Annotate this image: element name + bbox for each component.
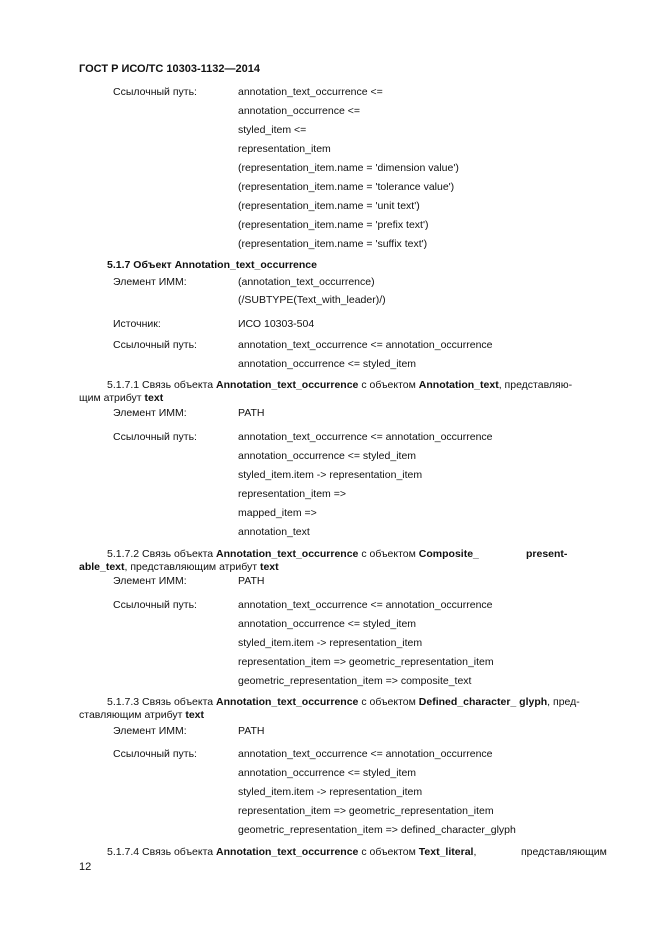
elem-label: Элемент ИММ: (113, 575, 187, 587)
entity-name: Annotation_text_occurrence (216, 696, 359, 708)
ref-path-line: (representation_item.name = 'prefix text') (238, 219, 429, 231)
ref-path-label: Ссылочный путь: (113, 599, 197, 611)
entity-name: Text_literal (418, 846, 474, 858)
entity-name: Annotation_text_occurrence (216, 548, 359, 560)
ref-path-line: representation_item => (238, 488, 346, 500)
entity-name: able_text (79, 561, 125, 573)
ref-path-line: annotation_occurrence <= styled_item (238, 358, 417, 370)
heading-text: 5.1.7.1 Связь объекта (107, 379, 217, 391)
heading-text: 5.1.7.4 Связь объекта (107, 846, 217, 858)
page-number: 12 (79, 861, 92, 873)
ref-path-label: Ссылочный путь: (113, 431, 197, 443)
source-value: ИСО 10303-504 (238, 318, 315, 330)
heading-continuation (79, 709, 204, 722)
ref-path-line: annotation_text (238, 526, 310, 538)
ref-path-line: annotation_text_occurrence <= annotation_occurrence (238, 339, 493, 351)
ref-path-line: (representation_item.name = 'unit text') (238, 200, 420, 212)
document-header: ГОСТ Р ИСО/ТС 10303-1132—2014 (79, 63, 260, 75)
ref-path-line: annotation_occurrence <= (238, 105, 361, 117)
ref-path-line: styled_item.item -> representation_item (238, 469, 423, 481)
ref-path-line: styled_item.item -> representation_item (238, 637, 423, 649)
heading-text: с объектом (358, 379, 419, 391)
elem-label: Элемент ИММ: (113, 725, 187, 737)
heading-continuation (79, 561, 279, 574)
heading-text: , представляющим атрибут (124, 561, 260, 573)
ref-path-line: representation_item => geometric_representation_item (238, 805, 494, 817)
ref-path-line: annotation_occurrence <= styled_item (238, 618, 417, 630)
section-heading-5-1-7-1 (107, 379, 572, 392)
heading-continuation (79, 392, 163, 405)
elem-value: (/SUBTYPE(Text_with_leader)/) (238, 294, 386, 306)
ref-path-line: annotation_text_occurrence <= annotation_occurrence (238, 431, 493, 443)
ref-path-line: styled_item.item -> representation_item (238, 786, 423, 798)
elem-label: Элемент ИММ: (113, 276, 187, 288)
elem-label: Элемент ИММ: (113, 407, 187, 419)
elem-value: PATH (238, 725, 265, 737)
attribute-name: text (185, 709, 205, 721)
ref-path-line: geometric_representation_item => composite_text (238, 675, 472, 687)
ref-path-line: annotation_occurrence <= styled_item (238, 450, 417, 462)
heading-text: 5.1.7.3 Связь объекта (107, 696, 217, 708)
section-title: Объект Annotation_text_occurrence (133, 259, 317, 271)
ref-path-line: representation_item => geometric_representation_item (238, 656, 494, 668)
ref-path-label: Ссылочный путь: (113, 748, 197, 760)
heading-text: , пред- (547, 696, 580, 708)
heading-text: , представляю- (498, 379, 573, 391)
ref-path-line: annotation_text_occurrence <= annotation_occurrence (238, 599, 493, 611)
heading-text: , (473, 846, 477, 858)
heading-text: 5.1.7.2 Связь объекта (107, 548, 217, 560)
ref-path-line: (representation_item.name = 'dimension value') (238, 162, 459, 174)
ref-path-line: geometric_representation_item => defined_character_glyph (238, 824, 516, 836)
ref-path-line: annotation_occurrence <= styled_item (238, 767, 417, 779)
ref-path-line: representation_item (238, 143, 331, 155)
entity-name: Annotation_text_occurrence (216, 379, 359, 391)
entity-name: Annotation_text (418, 379, 499, 391)
section-heading-5-1-7 (107, 259, 317, 272)
heading-text: с объектом (358, 548, 419, 560)
entity-name: Annotation_text_occurrence (216, 846, 359, 858)
ref-path-line: (representation_item.name = 'suffix text') (238, 238, 428, 250)
ref-path-label: Ссылочный путь: (113, 339, 197, 351)
ref-path-line: mapped_item => (238, 507, 317, 519)
ref-path-label: Ссылочный путь: (113, 86, 197, 98)
entity-name: Composite_ (418, 548, 479, 560)
heading-text: щим атрибут (79, 392, 145, 404)
entity-name: present- (526, 548, 568, 560)
elem-value: PATH (238, 407, 265, 419)
heading-text: с объектом (358, 696, 419, 708)
attribute-name: text (144, 392, 164, 404)
entity-name: Defined_character_ glyph (418, 696, 548, 708)
source-label: Источник: (113, 318, 161, 330)
section-heading-5-1-7-2 (107, 548, 479, 561)
ref-path-line: styled_item <= (238, 124, 307, 136)
section-heading-5-1-7-3 (107, 696, 580, 709)
heading-text: с объектом (358, 846, 419, 858)
ref-path-line: annotation_text_occurrence <= annotation_occurrence (238, 748, 493, 760)
ref-path-line: annotation_text_occurrence <= (238, 86, 383, 98)
ref-path-line: (representation_item.name = 'tolerance value') (238, 181, 455, 193)
section-heading-5-1-7-4 (107, 846, 476, 859)
section-number: 5.1.7 (107, 259, 131, 271)
elem-value: PATH (238, 575, 265, 587)
attribute-name: text (259, 561, 279, 573)
heading-text: представляющим (521, 846, 607, 858)
heading-text: ставляющим атрибут (79, 709, 186, 721)
elem-value: (annotation_text_occurrence) (238, 276, 375, 288)
